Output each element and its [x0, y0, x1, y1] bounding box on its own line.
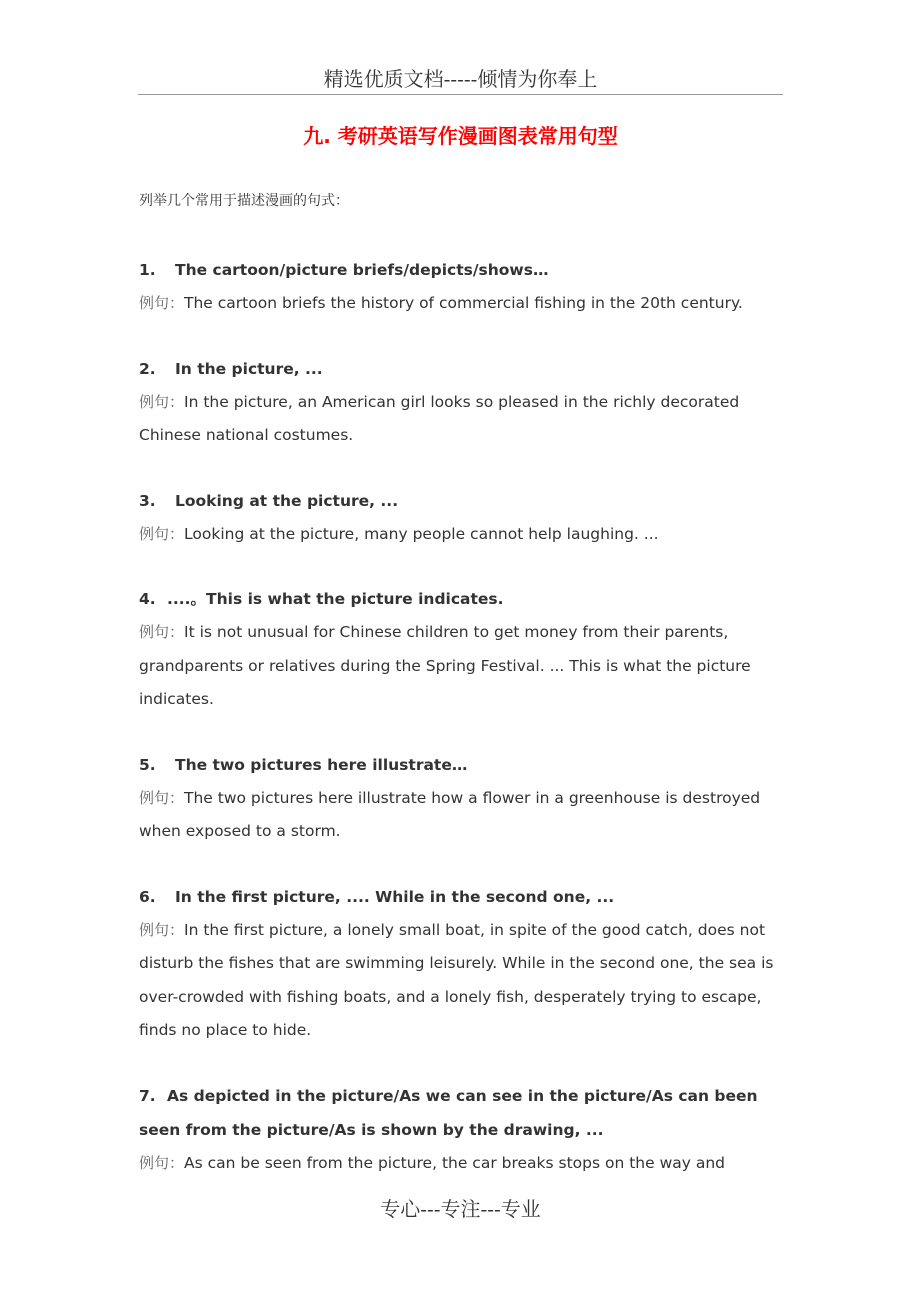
example-label: 例句： — [139, 920, 185, 939]
pattern-heading — [139, 880, 784, 914]
example-text: It is not unusual for Chinese children to get money from their parents, grandparents or relatives during the Spring Festival. ... This is what the picture indicates. — [139, 623, 751, 708]
example-text: In the picture, an American girl looks so pleased in the richly decorated Chinese national costumes. — [139, 392, 740, 444]
pattern-number: 6. — [139, 887, 156, 906]
example-text: Looking at the picture, many people cannot help laughing. ... — [184, 524, 659, 543]
pattern-heading — [139, 748, 784, 782]
pattern-heading — [139, 484, 784, 518]
pattern-text: As depicted in the picture/As we can see in the picture/As can been seen from the picture/As is shown by the drawing, ... — [139, 1086, 758, 1139]
pattern-number: 2. — [139, 359, 156, 378]
pattern-example — [139, 616, 784, 717]
pattern-heading — [139, 253, 784, 287]
pattern-heading — [139, 582, 784, 616]
pattern-text: Looking at the picture, ... — [175, 491, 399, 510]
pattern-heading — [139, 1079, 784, 1147]
sentence-pattern-5 — [139, 748, 784, 849]
pattern-example — [139, 287, 784, 321]
sentence-pattern-4 — [139, 582, 784, 717]
example-label: 例句： — [139, 524, 185, 543]
pattern-heading — [139, 352, 784, 386]
example-label: 例句： — [139, 1153, 185, 1172]
example-text: In the first picture, a lonely small boat, in spite of the good catch, does not disturb the fishes that are swimming leisurely. While in the second one, the sea is over-crowded with fishing boats, and a lonely fish, desperately trying to escape, finds no place to hide. — [139, 920, 774, 1039]
sentence-pattern-1 — [139, 253, 784, 321]
pattern-number: 4. — [139, 590, 156, 608]
sentence-pattern-3 — [139, 484, 784, 552]
pattern-example — [139, 518, 784, 552]
pattern-number: 1. — [139, 261, 156, 279]
example-text: The two pictures here illustrate how a flower in a greenhouse is destroyed when exposed to a storm. — [139, 788, 761, 840]
pattern-number: 5. — [139, 755, 156, 774]
example-label: 例句： — [139, 788, 185, 807]
sentence-pattern-2 — [139, 352, 784, 453]
pattern-text: In the picture, ... — [175, 359, 323, 378]
document-body — [139, 186, 784, 1211]
pattern-text: The cartoon/picture briefs/depicts/shows… — [175, 261, 549, 279]
example-label: 例句： — [139, 294, 185, 312]
example-label: 例句： — [139, 623, 185, 641]
pattern-example — [139, 914, 784, 1048]
pattern-example — [139, 1147, 784, 1181]
intro-text: 列举几个常用于描述漫画的句式： — [139, 193, 349, 209]
pattern-example — [139, 782, 784, 849]
sentence-pattern-6 — [139, 880, 784, 1048]
pattern-text: In the first picture, .... While in the second one, ... — [175, 887, 615, 906]
example-label: 例句： — [139, 392, 185, 411]
pattern-text: The two pictures here illustrate… — [175, 755, 468, 774]
page-footer: 专心---专注---专业 — [380, 1197, 541, 1221]
sentence-pattern-7 — [139, 1079, 784, 1181]
document-title: 九. 考研英语写作漫画图表常用句型 — [303, 124, 618, 148]
example-text: The cartoon briefs the history of commercial fishing in the 20th century. — [184, 294, 743, 312]
pattern-number: 3. — [139, 491, 156, 510]
pattern-text: ....。This is what the picture indicates. — [167, 590, 504, 608]
page-header: 精选优质文档-----倾情为你奉上 — [138, 64, 783, 95]
example-text: As can be seen from the picture, the car breaks stops on the way and — [184, 1153, 726, 1172]
pattern-example — [139, 386, 784, 453]
pattern-number: 7. — [139, 1086, 156, 1105]
